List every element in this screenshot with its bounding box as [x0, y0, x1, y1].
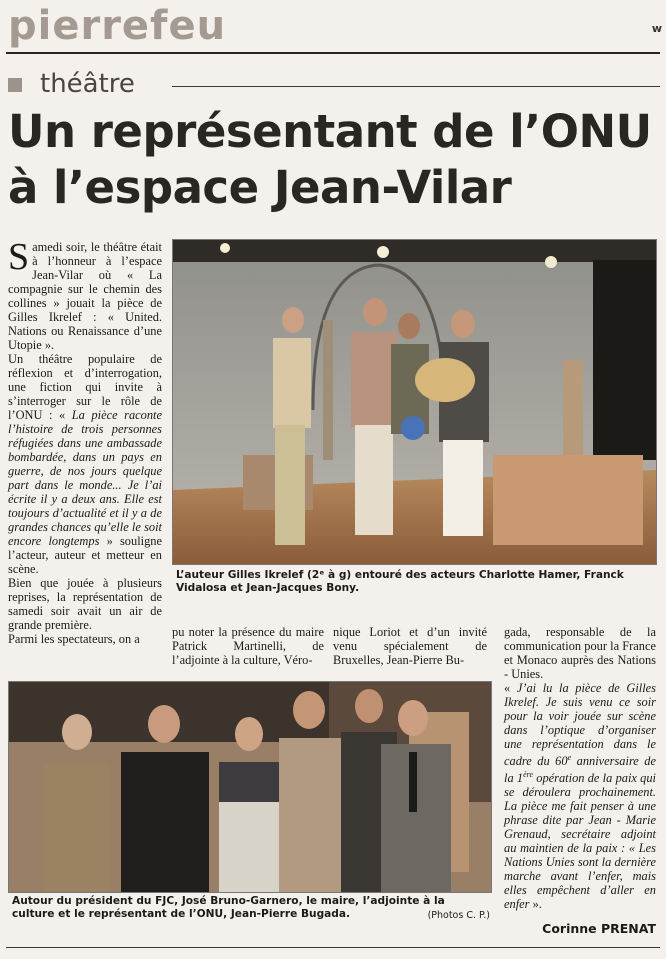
photo-group: [8, 681, 492, 893]
paragraph-quote: « J’ai lu la pièce de Gilles Ikrelef. Je suis venu ce soir pour la voir jouée sur scène dans l’optique d’organiser une représentation dans le cadre du 60e anniversaire de la 1ère opération de la paix qui se déroulera prochainement. La pièce me fait penser à une phrase dite par Jean - Marie Grenaud, secrétaire adjoint au maintien de la paix : « Les Nations Unies sont la dernière marche avant l’enfer, mais elles empêchent d’aller en enfer ».: [504, 681, 657, 912]
headline-line-2: à l’espace Jean-Vilar: [8, 161, 512, 214]
paragraph-bugada: gada, responsable de la communication pour la France et Monaco auprès des Nations - Unies.: [504, 625, 656, 681]
photo-credit: (Photos C. P.): [427, 910, 490, 921]
headline: [8, 104, 664, 216]
photo-stage-caption: L’auteur Gilles Ikrelef (2ᵉ à g) entouré des acteurs Charlotte Hamer, Franck Vidalosa et Jean-Jacques Bony.: [176, 569, 624, 594]
section-title: pierrefeu: [8, 3, 227, 49]
paragraph-premiere: Bien que jouée à plusieurs reprises, la représentation de samedi soir avait un air de grande première.: [8, 576, 162, 632]
page-header: [0, 0, 666, 48]
headline-line-1: Un représentant de l’ONU: [8, 105, 652, 158]
rubric-square-icon: [8, 78, 22, 92]
group-photo-image: [9, 682, 491, 892]
paragraph-spectators: Parmi les spectateurs, on a: [8, 632, 140, 646]
paragraph-intro: Samedi soir, le théâtre était à l’honneur à l’espace Jean-Vilar où « La compagnie sur le chemin des collines » jouait la pièce de Gilles Ikrelef : « United. Nations ou Renaissance d’une Utopie ».: [8, 236, 162, 352]
header-rule: [6, 52, 660, 54]
stage-photo-image: [173, 240, 656, 564]
article-column-2: pu noter la présence du maire Patrick Martinelli, de l’adjointe à la culture, Véro-: [172, 625, 324, 667]
drop-cap: S: [8, 236, 30, 278]
photo-group-caption: Autour du président du FJC, José Bruno-Garnero, le maire, l’adjointe à la culture et le représentant de l’ONU, Jean-Pierre Bugada. (Photos C. P.): [12, 895, 490, 921]
corner-mark: w: [651, 22, 662, 35]
article-column-1: [8, 236, 162, 646]
photo-stage: [172, 239, 657, 565]
rubric-label: théâtre: [40, 69, 135, 99]
paragraph-theatre: Un théâtre populaire de réflexion et d’interrogation, une fiction qui invite à s’interroger sur le rôle de l’ONU : « La pièce raconte l’histoire de trois personnes réfugiées dans une ambassade bombardée, dans un pays en guerre, de nos jours quelque part dans le monde... Je l’ai écrite il y a deux ans. Elle est toujours d’actualité et il y a de grandes chances qu’elle le soit encore longtemps » souligne l’acteur, auteur et metteur en scène.: [8, 352, 162, 576]
article-column-4: [504, 625, 656, 911]
author-signature: Corinne PRENAT: [542, 921, 656, 936]
rubric-rule: [172, 86, 660, 87]
bottom-rule: [6, 947, 660, 948]
article-column-3: nique Loriot et d’un invité venu spécialement de Bruxelles, Jean-Pierre Bu-: [333, 625, 487, 667]
